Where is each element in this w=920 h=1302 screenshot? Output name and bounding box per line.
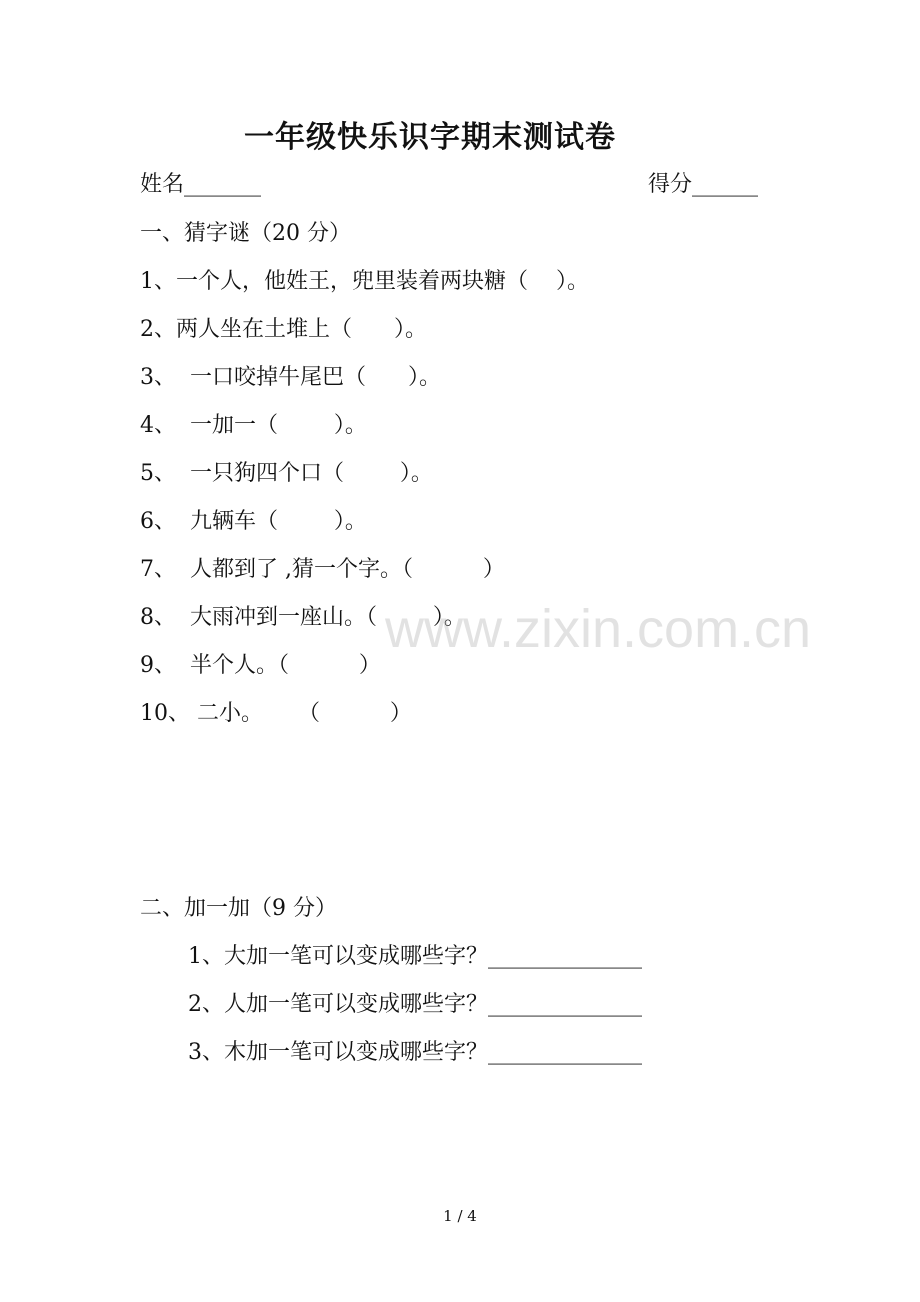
add-stroke-item: 3、木加一笔可以变成哪些字？______________ xyxy=(188,1040,642,1065)
name-field-label: 姓名_______ xyxy=(140,172,262,197)
page-number: 1 / 4 xyxy=(443,1207,477,1225)
riddle-item: 4、 一加一（ ）。 xyxy=(140,413,367,438)
page-title: 一年级快乐识字期末测试卷 xyxy=(244,120,616,155)
add-stroke-item: 1、大加一笔可以变成哪些字？______________ xyxy=(188,944,642,969)
score-field-label: 得分______ xyxy=(648,172,759,197)
riddle-item: 9、 半个人。（ ） xyxy=(140,653,381,678)
riddle-item: 10、 二小。 （ ） xyxy=(140,701,412,726)
riddle-item: 3、 一口咬掉牛尾巴（ ）。 xyxy=(140,365,441,390)
section2-heading: 二、加一加（9 分） xyxy=(140,896,337,921)
riddle-item: 2、两人坐在土堆上（ ）。 xyxy=(140,317,427,342)
riddle-item: 6、 九辆车（ ）。 xyxy=(140,509,367,534)
watermark-text: www.zixin.com.cn xyxy=(385,599,812,659)
riddle-item: 7、 人都到了 ,猜一个字。（ ） xyxy=(140,557,505,582)
riddle-item: 8、 大雨冲到一座山。（ ）。 xyxy=(140,605,466,630)
riddle-item: 5、 一只狗四个口（ ）。 xyxy=(140,461,433,486)
section1-heading: 一、猜字谜（20 分） xyxy=(140,221,351,246)
add-stroke-item: 2、人加一笔可以变成哪些字？______________ xyxy=(188,992,642,1017)
riddle-item: 1、一个人，他姓王，兜里装着两块糖（ ）。 xyxy=(140,269,589,294)
